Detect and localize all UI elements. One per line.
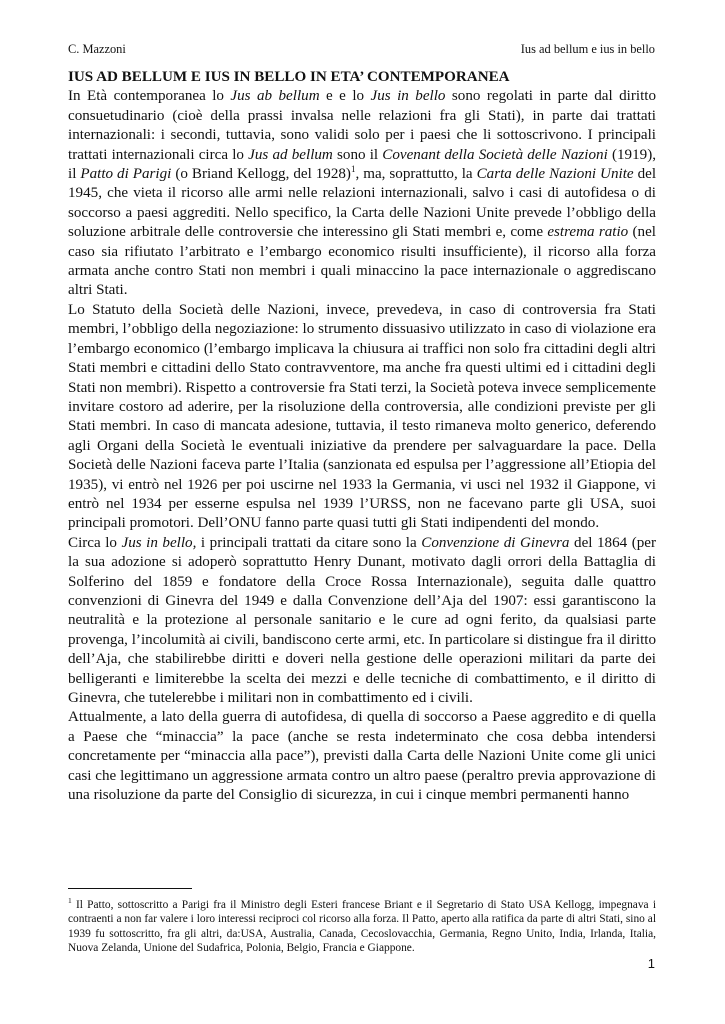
text-run: del 1864 (per la sua adozione si adoperò soprattutto Henry Dunant, motivato dagli orrori della Battaglia di Solferino del 1859 e fondatore della Croce Rossa Internazionale) — [68, 534, 657, 590]
italic-term: Covenant della Società delle Nazioni — [382, 146, 608, 163]
header-running-title: Ius ad bellum e ius in bello — [520, 42, 655, 56]
italic-term: Jus in bello — [370, 88, 446, 105]
document-body — [68, 68, 656, 805]
text-run: sono il — [332, 146, 383, 163]
text-run: i principali trattati da citare sono la — [196, 534, 422, 551]
text-run: In Età contemporanea lo — [68, 88, 231, 105]
text-run: seguita dalle quattro convenzioni di Ginevra del 1949 e dalla Convenzione dell’Aja del 1907: essi garantiscono la neutralità e la protezione al personale sanitario e le cure ad ogni ferito, da qualsiasi parte provenga, l’incolumità ai civili, bandiscono certe armi, etc. In particolare si distingue fra il diritto dell’Aja, che stabilirebbe diritti e doveri nella gestione delle operazioni militari da parte dei belligeranti e limiterebbe la scelta dei mezzi e delle tecniche di combattimento, e il diritto di Ginevra, che tutelerebbe i militari non in combattimento ed i civili. — [68, 573, 656, 706]
text-run: , ma, soprattutto, la — [355, 166, 477, 183]
footnote-separator — [68, 888, 192, 889]
text-run: sono regolati in parte dal diritto consuetudinario (cioè della prassi invalsa nelle relazioni fra gli Stati), in parte dai trattati internazionali: i secondi, tuttavia, sono validi solo per i paesi che li sottoscrivono. I principali trattati internazionali circa lo — [68, 88, 656, 163]
paragraph-3 — [68, 534, 656, 709]
paragraph-2: Lo Statuto della Società delle Nazioni, invece, prevedeva, in caso di controversia fra Stati membri, l’obbligo della negoziazione: lo strumento dissuasivo utilizzato in caso di violazione era l’embargo economico (l’embargo implicava la chiusura ai traffici non solo fra cittadini degli altri Stati membri e cittadini dello Stato contravventore, ma anche fra questi ultimi ed i cittadini degli Stati non membri). Rispetto a controversie fra Stati terzi, la Società poteva invece semplicemente invitare costoro ad aderire, per la risoluzione della controversia, alle condizioni previste per gli Stati membri. In caso di mancata adesione, tuttavia, il testo rimaneva molto generico, deferendo agli Organi della Società le eventuali iniziative da prendere per salvaguardare la pace. Della Società delle Nazioni faceva parte l’Italia (sanzionata ed espulsa per l’aggressione all’Etiopia del 1935), vi entrò nel 1926 per poi uscirne nel 1933 la Germania, vi usci nel 1932 il Giappone, vi entrò nel 1934 per esserne espulsa nel 1939 l’URSS, non ne facevano parte gli USA, suoi principali promotori. Dell’ONU fanno parte quasi tutti gli Stati indipendenti del mondo. — [68, 301, 656, 532]
italic-term: Jus ab bellum — [230, 88, 320, 105]
italic-term: Patto di Parigi — [80, 166, 172, 183]
page-header — [68, 42, 655, 58]
footnote-mark: 1 — [68, 896, 72, 906]
document-title: IUS AD BELLUM E IUS IN BELLO IN ETA’ CONTEMPORANEA — [68, 69, 510, 85]
italic-term: Convenzione di Ginevra — [421, 534, 570, 551]
italic-term: Jus ad bellum — [248, 146, 333, 163]
paragraph-4: Attualmente, a lato della guerra di autofidesa, di quella di soccorso a Paese aggredito e di quella a Paese che “minaccia” la pace (anche se resta indeterminato che cosa debba intendersi concretamente per “minaccia alla pace”), previsti dalla Carta delle Nazioni Unite come gli unici casi che legittimano un aggressione armata contro un altro paese (peraltro previa approvazione di una risoluzione da parte del Consiglio di sicurezza, in cui i cinque membri permanenti hanno — [68, 709, 656, 804]
paragraph-1 — [68, 87, 656, 300]
footnote — [68, 898, 656, 956]
italic-term: Jus in bello, — [121, 534, 197, 551]
italic-term: Carta delle Nazioni Unite — [476, 166, 634, 183]
text-run: (1919), il — [68, 146, 656, 183]
italic-term: , — [508, 573, 512, 590]
text-run: (o Briand Kellogg, del 1928) — [171, 166, 351, 183]
footnote-ref[interactable]: 1 — [350, 164, 356, 174]
header-author: C. Mazzoni — [68, 42, 126, 56]
italic-term: estrema ratio — [547, 224, 629, 241]
text-run: Circa lo — [68, 534, 122, 551]
text-run: del 1945, che vieta il ricorso alle armi nelle relazioni internazionali, salvo i casi di autofidesa o di soccorso a paesi aggrediti. Nello specifico, la Carta delle Nazioni Unite prevede l’obbligo della soluzione arbitrale delle controversie che interessino gli Stati membri e, come — [68, 166, 657, 241]
text-run: e e lo — [319, 88, 371, 105]
footnote-text: Il Patto, sottoscritto a Parigi fra il Ministro degli Esteri francese Briant e il Segretario di Stato USA Kellogg, impegnava i contraenti a non far valere i loro interessi reciproci col ricorso alla forza. Il Patto, aperto alla ratifica da parte di altri Stati, sino al 1939 fu sottoscritto, fra gli altri, da:USA, Australia, Canada, Cecoslovacchia, Germania, Regno Unito, India, Irlanda, Italia, Nuova Zelanda, Unione del Sudafrica, Polonia, Belgio, Francia e Giappone. — [68, 899, 656, 955]
page-number: 1 — [647, 956, 655, 971]
text-run: (nel caso sia rifiutato l’arbitrato e l’embargo economico risulti insufficiente), il ricorso alla forza armata anche contro Stati non membri i quali minaccino la pace internazionale o aggrediscano altri Stati. — [68, 224, 656, 299]
